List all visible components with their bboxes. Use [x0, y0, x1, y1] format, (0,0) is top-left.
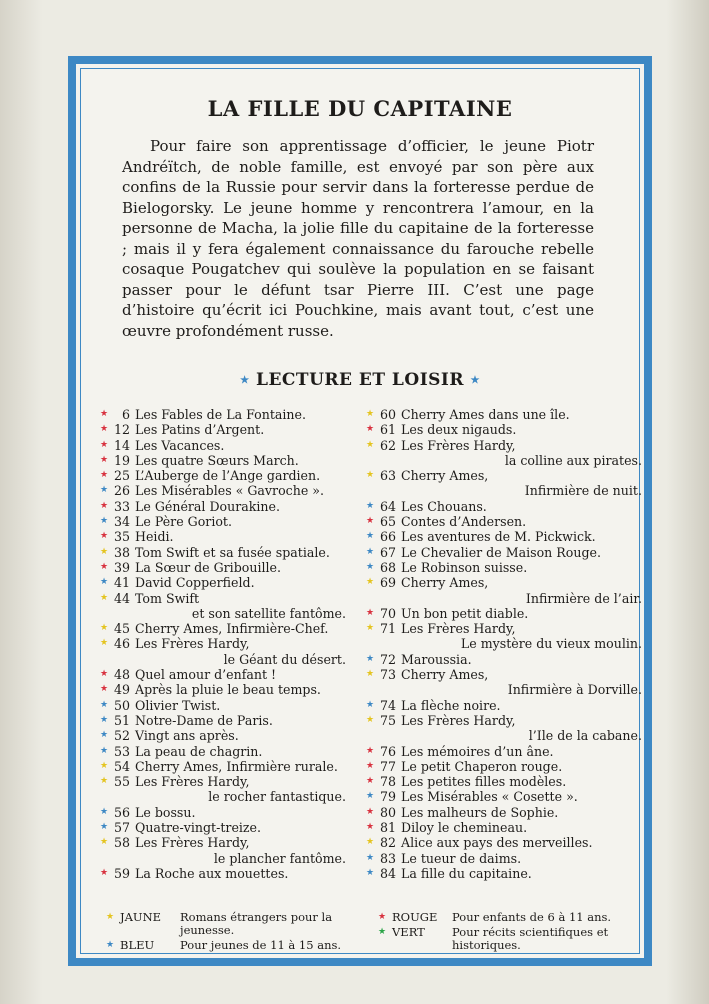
star-icon: ★ [378, 927, 387, 937]
book-entry [366, 606, 646, 621]
legend-entry [378, 926, 648, 952]
star-icon: ★ [366, 500, 375, 511]
book-entry [100, 835, 350, 866]
star-icon: ★ [100, 623, 109, 634]
legend-label: BLEU [120, 938, 155, 952]
book-entry-title: Le petit Chaperon rouge. [401, 758, 563, 774]
star-icon: ★ [366, 852, 375, 863]
book-entry [100, 866, 350, 881]
book-number: 6 [121, 407, 130, 422]
book-entry [366, 698, 646, 713]
book-entry [366, 438, 646, 469]
star-icon: ★ [100, 454, 109, 465]
star-icon: ★ [100, 531, 109, 542]
book-entry [366, 422, 646, 437]
book-entry [366, 468, 646, 499]
book-entry-title: Cherry Ames, [401, 468, 489, 484]
book-entry [366, 835, 646, 850]
book-entry-title: David Copperfield. [135, 575, 255, 591]
book-entry [366, 667, 646, 698]
star-icon: ★ [100, 745, 109, 756]
book-entry-title: Quatre-vingt-treize. [135, 820, 262, 836]
legend-entry [378, 911, 648, 924]
book-number: 33 [113, 498, 130, 514]
book-entry [366, 759, 646, 774]
book-entry-subtitle: la colline aux pirates. [504, 452, 642, 468]
star-icon: ★ [366, 424, 375, 435]
book-number: 77 [379, 758, 396, 774]
book-entry-title: La fille du capitaine. [401, 865, 532, 881]
book-entry [100, 499, 350, 514]
book-entry [100, 591, 350, 622]
star-icon: ★ [100, 424, 109, 435]
book-entry-title: Après la pluie le beau temps. [135, 682, 321, 698]
book-entry [366, 560, 646, 575]
star-icon: ★ [100, 776, 109, 787]
book-entry-title: Le Robinson suisse. [401, 559, 528, 575]
book-entry-title: Le Chevalier de Maison Rouge. [401, 544, 601, 560]
book-number: 50 [113, 697, 130, 713]
star-icon: ★ [366, 776, 375, 787]
book-entry-subtitle: Infirmière de nuit. [524, 483, 642, 499]
book-number: 39 [113, 559, 130, 575]
book-entry [100, 453, 350, 468]
book-entry-title: Tom Swift [135, 590, 200, 606]
legend-description: Pour jeunes de 11 à 15 ans. [180, 938, 342, 952]
book-number: 61 [379, 422, 396, 438]
book-entry-subtitle: Le mystère du vieux moulin. [460, 636, 642, 652]
book-number: 83 [379, 850, 396, 866]
star-icon: ★ [100, 516, 109, 527]
book-entry-title: Heidi. [135, 529, 174, 545]
star-icon: ★ [100, 439, 109, 450]
book-entry-title: La flèche noire. [401, 697, 501, 713]
star-icon: ★ [100, 730, 109, 741]
book-entry [100, 468, 350, 483]
book-entry-title: Les Frères Hardy, [401, 437, 516, 453]
book-entry-title: Les Frères Hardy, [401, 712, 516, 728]
star-icon: ★ [366, 822, 375, 833]
book-entry [100, 744, 350, 759]
book-entry-title: Les Frères Hardy, [135, 835, 250, 851]
book-number: 76 [379, 743, 396, 759]
star-icon: ★ [100, 409, 109, 419]
book-entry-subtitle: le rocher fantastique. [208, 789, 346, 805]
frame-inner-panel [76, 64, 644, 958]
book-entry-title: Les deux nigauds. [401, 422, 517, 438]
book-entry-title: Alice aux pays des merveilles. [401, 835, 593, 851]
star-icon: ★ [366, 439, 375, 450]
book-entry [100, 407, 350, 422]
star-icon: ★ [106, 912, 115, 922]
book-entry-title: Un bon petit diable. [401, 605, 529, 621]
star-icon: ★ [366, 669, 375, 680]
star-icon: ★ [100, 546, 109, 557]
book-number: 68 [379, 559, 396, 575]
book-entry-title: Maroussia. [401, 651, 472, 667]
book-number: 74 [379, 697, 396, 713]
book-number: 63 [379, 468, 396, 484]
star-icon: ★ [100, 684, 109, 695]
star-icon: ★ [366, 714, 375, 725]
book-entry-title: Cherry Ames dans une île. [401, 407, 570, 422]
book-number: 51 [113, 712, 130, 728]
book-entry [100, 560, 350, 575]
book-number: 45 [113, 621, 130, 637]
book-entry [366, 499, 646, 514]
book-number: 53 [113, 743, 130, 759]
book-entry-title: Vingt ans après. [135, 728, 239, 744]
star-icon: ★ [366, 531, 375, 542]
book-number: 35 [113, 529, 130, 545]
book-entry [100, 575, 350, 590]
book-entry [366, 621, 646, 652]
book-entry [366, 866, 646, 881]
book-entry-subtitle: Infirmière de l’air. [525, 590, 642, 606]
book-entry-title: Les Fables de La Fontaine. [135, 407, 306, 422]
legend-label: ROUGE [392, 910, 438, 924]
star-icon: ★ [100, 867, 109, 878]
star-icon: ★ [366, 516, 375, 527]
book-entry-title: Les Vacances. [135, 437, 225, 453]
book-number: 78 [379, 774, 396, 790]
star-icon: ★ [366, 546, 375, 557]
book-number: 12 [113, 422, 130, 438]
book-entry-title: Notre-Dame de Paris. [135, 712, 273, 728]
book-entry [100, 698, 350, 713]
book-entry [366, 575, 646, 606]
star-icon: ★ [366, 699, 375, 710]
book-entry [366, 713, 646, 744]
book-entry-subtitle: Infirmière à Dorville. [507, 682, 642, 698]
book-number: 65 [379, 514, 396, 530]
legend-description: Pour récits scientifiques et historiques. [452, 925, 609, 952]
book-summary: Pour faire son apprentissage d’officier, le jeune Piotr Andréïtch, de noble famille, est envoyé par son père aux confins de la Russie pour servir dans la forteresse perdue de Bielogorsky. Le jeune homme y rencontrera l’amour, en la personne de Macha, la jolie fille du capitaine de la forteresse ; mais il y fera également connaissance du farouche rebelle cosaque Pougatchev qui soulève la population en se faisant passer pour le défunt tsar Pierre III. C’est une page d’histoire qu’écrit ici Pouchkine, mais avant tout, c’est une œuvre profondément russe. [122, 137, 594, 340]
book-entry [366, 744, 646, 759]
book-number: 80 [379, 804, 396, 820]
book-entry-title: L’Auberge de l’Ange gardien. [135, 468, 321, 484]
star-icon: ★ [366, 623, 375, 634]
book-entry [100, 713, 350, 728]
book-entry-title: Le Père Goriot. [135, 514, 232, 530]
star-icon: ★ [100, 500, 109, 511]
book-number: 57 [113, 820, 130, 836]
star-icon: ★ [100, 822, 109, 833]
legend-left [106, 911, 366, 954]
book-entry-title: Le Général Dourakine. [135, 498, 281, 514]
star-icon: ★ [100, 592, 109, 603]
book-entry [100, 774, 350, 805]
star-icon: ★ [100, 561, 109, 572]
book-entry-subtitle: l’Ile de la cabane. [528, 728, 642, 744]
star-icon: ★ [366, 470, 375, 481]
book-number: 44 [113, 590, 130, 606]
book-number: 25 [113, 468, 130, 484]
legend-label: VERT [392, 925, 425, 939]
star-icon: ★ [366, 409, 375, 419]
star-icon: ★ [240, 375, 250, 386]
collection-title [76, 370, 644, 390]
book-entry [100, 529, 350, 544]
book-entry [366, 820, 646, 835]
book-number: 38 [113, 544, 130, 560]
book-number: 81 [379, 820, 396, 836]
star-icon: ★ [470, 375, 480, 386]
book-entry-title: Olivier Twist. [135, 697, 221, 713]
star-icon: ★ [100, 699, 109, 710]
book-number: 34 [113, 514, 130, 530]
star-icon: ★ [366, 837, 375, 848]
book-number: 72 [379, 651, 396, 667]
star-icon: ★ [366, 806, 375, 817]
book-entry-title: Les mémoires d’un âne. [401, 743, 554, 759]
book-number: 46 [113, 636, 130, 652]
book-entry [366, 851, 646, 866]
book-entry [366, 774, 646, 789]
book-number: 69 [379, 575, 396, 591]
legend-label: JAUNE [120, 910, 162, 924]
legend-right [378, 911, 648, 954]
book-entry-title: Les Frères Hardy, [401, 621, 516, 637]
book-list-right [366, 407, 646, 881]
star-icon: ★ [100, 470, 109, 481]
book-entry [366, 805, 646, 820]
book-entry-title: Les Frères Hardy, [135, 636, 250, 652]
book-number: 70 [379, 605, 396, 621]
book-entry-subtitle: et son satellite fantôme. [191, 605, 346, 621]
book-entry [366, 652, 646, 667]
book-entry-title: Tom Swift et sa fusée spatiale. [135, 544, 330, 560]
book-entry-title: Cherry Ames, Infirmière rurale. [135, 758, 338, 774]
book-number: 41 [113, 575, 130, 591]
book-entry-title: Quel amour d’enfant ! [135, 667, 277, 683]
book-number: 64 [379, 498, 396, 514]
star-icon: ★ [106, 940, 115, 950]
star-icon: ★ [100, 577, 109, 588]
book-entry [100, 545, 350, 560]
book-entry-title: Les Misérables « Gavroche ». [135, 483, 324, 499]
star-icon: ★ [100, 760, 109, 771]
book-entry-title: Les malheurs de Sophie. [401, 804, 559, 820]
star-icon: ★ [100, 806, 109, 817]
book-entry-title: Le bossu. [135, 804, 196, 820]
book-number: 19 [113, 452, 130, 468]
book-number: 62 [379, 437, 396, 453]
book-entry [366, 529, 646, 544]
book-number: 79 [379, 789, 396, 805]
star-icon: ★ [366, 607, 375, 618]
legend-description: Pour enfants de 6 à 11 ans. [452, 910, 612, 924]
book-number: 82 [379, 835, 396, 851]
book-entry [100, 621, 350, 636]
book-entry [100, 820, 350, 835]
book-number: 84 [379, 865, 396, 881]
star-icon: ★ [100, 837, 109, 848]
book-number: 59 [113, 865, 130, 881]
book-number: 58 [113, 835, 130, 851]
book-number: 67 [379, 544, 396, 560]
book-entry-title: La peau de chagrin. [135, 743, 263, 759]
book-number: 48 [113, 667, 130, 683]
star-icon: ★ [378, 912, 387, 922]
book-number: 52 [113, 728, 130, 744]
book-number: 66 [379, 529, 396, 545]
star-icon: ★ [100, 669, 109, 680]
book-entry-subtitle: le Géant du désert. [223, 651, 346, 667]
book-entry [100, 514, 350, 529]
book-entry [100, 728, 350, 743]
book-number: 60 [379, 407, 396, 422]
book-entry-title: Cherry Ames, Infirmière-Chef. [135, 621, 329, 637]
book-number: 56 [113, 804, 130, 820]
star-icon: ★ [366, 867, 375, 878]
book-entry-title: Les petites filles modèles. [401, 774, 567, 790]
book-list-left [100, 407, 350, 881]
book-entry [100, 483, 350, 498]
collection-title-text: LECTURE ET LOISIR [255, 370, 465, 390]
star-icon: ★ [100, 638, 109, 649]
book-number: 49 [113, 682, 130, 698]
book-entry-title: Les Misérables « Cosette ». [401, 789, 578, 805]
book-entry [100, 805, 350, 820]
book-entry [100, 422, 350, 437]
book-entry [100, 667, 350, 682]
book-entry [100, 759, 350, 774]
legend-description: Romans étrangers pour la jeunesse. [180, 910, 333, 937]
book-entry-title: Cherry Ames, [401, 575, 489, 591]
book-number: 73 [379, 667, 396, 683]
star-icon: ★ [366, 561, 375, 572]
book-title: LA FILLE DU CAPITAINE [207, 96, 513, 121]
book-entry-title: Les Frères Hardy, [135, 774, 250, 790]
star-icon: ★ [366, 653, 375, 664]
book-entry-title: Les Chouans. [401, 498, 487, 514]
star-icon: ★ [100, 485, 109, 496]
book-entry [366, 407, 646, 422]
book-entry-title: Cherry Ames, [401, 667, 489, 683]
book-entry-title: Diloy le chemineau. [401, 820, 528, 836]
star-icon: ★ [366, 745, 375, 756]
book-entry-subtitle: le plancher fantôme. [213, 850, 346, 866]
book-entry-title: Contes d’Andersen. [401, 514, 527, 530]
star-icon: ★ [100, 714, 109, 725]
book-entry-title: Les Patins d’Argent. [135, 422, 265, 438]
book-entry [366, 545, 646, 560]
star-icon: ★ [366, 577, 375, 588]
book-entry-title: Les aventures de M. Pickwick. [401, 529, 596, 545]
star-icon: ★ [366, 760, 375, 771]
legend-entry [106, 911, 366, 937]
book-entry-title: La Sœur de Gribouille. [135, 559, 282, 575]
star-icon: ★ [366, 791, 375, 802]
book-entry [100, 636, 350, 667]
book-entry-title: La Roche aux mouettes. [135, 865, 289, 881]
book-entry [366, 514, 646, 529]
legend-entry [106, 939, 366, 952]
book-entry [100, 682, 350, 697]
book-number: 14 [113, 437, 130, 453]
book-number: 54 [113, 758, 130, 774]
blue-frame [68, 56, 652, 966]
book-number: 26 [113, 483, 130, 499]
book-number: 75 [379, 712, 396, 728]
book-entry [100, 438, 350, 453]
book-entry-title: Le tueur de daims. [401, 850, 522, 866]
book-number: 55 [113, 774, 130, 790]
book-entry-title: Les quatre Sœurs March. [135, 452, 299, 468]
book-number: 71 [379, 621, 396, 637]
book-entry [366, 789, 646, 804]
